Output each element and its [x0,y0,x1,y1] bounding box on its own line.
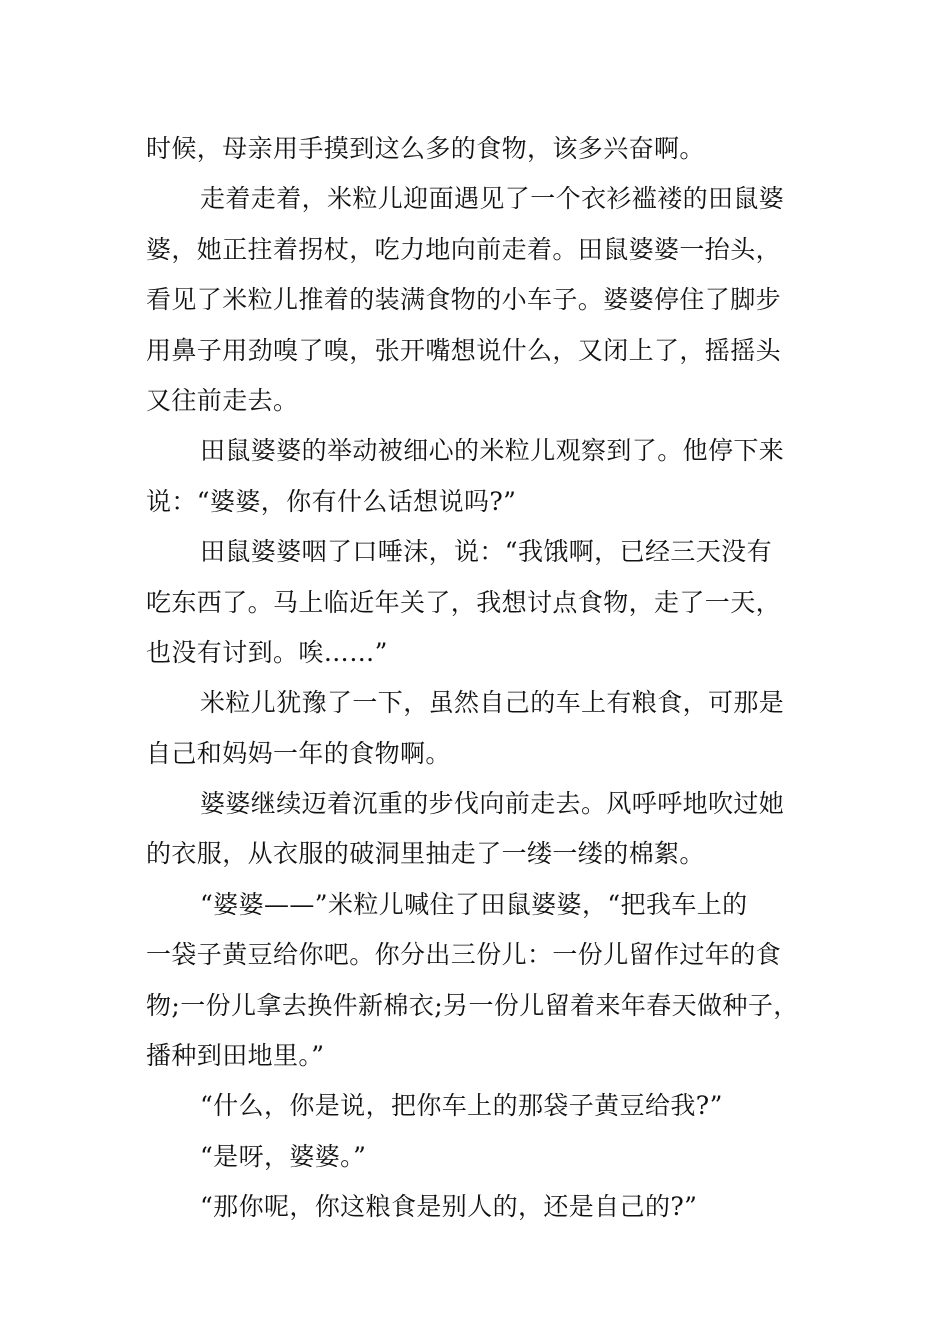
text-line: 的衣服，从衣服的破洞里抽走了一缕一缕的棉絮。 [146,839,705,869]
text-line: 走着走着，米粒儿迎面遇见了一个衣衫褴褛的田鼠婆 [200,184,785,214]
text-line: 一袋子黄豆给你吧。你分出三份儿：一份儿留作过年的食 [146,940,782,970]
text-line: 田鼠婆婆咽了口唾沫，说：“我饿啊，已经三天没有 [200,537,772,567]
text-line: 播种到田地里。” [146,1041,325,1071]
text-line: 婆，她正拄着拐杖，吃力地向前走着。田鼠婆婆一抬头， [146,234,782,264]
text-line: 时候，母亲用手摸到这么多的食物，该多兴奋啊。 [146,134,705,163]
text-line: “什么，你是说，把你车上的那袋子黄豆给我?” [200,1091,723,1121]
story-text [146,124,826,1233]
text-line: 米粒儿犹豫了一下，虽然自己的车上有粮食，可那是 [200,688,785,718]
text-line: 物;一份儿拿去换件新棉衣;另一份儿留着来年春天做种子， [146,990,799,1020]
text-line: 看见了米粒儿推着的装满食物的小车子。婆婆停住了脚步 [146,285,782,315]
text-line: 也没有讨到。唉……” [146,637,388,667]
text-line: 用鼻子用劲嗅了嗅，张开嘴想说什么，又闭上了，摇摇头 [146,335,782,365]
text-line: 又往前走去。 [146,385,299,415]
text-line: “婆婆——”米粒儿喊住了田鼠婆婆，“把我车上的 [200,889,748,919]
text-line: “那你呢，你这粮食是别人的，还是自己的?” [200,1192,698,1222]
text-line: 吃东西了。马上临近年关了，我想讨点食物，走了一天， [146,587,782,617]
text-line: “是呀，婆婆。” [200,1141,367,1171]
text-line: 田鼠婆婆的举动被细心的米粒儿观察到了。他停下来 [200,436,785,466]
text-line: 婆婆继续迈着沉重的步伐向前走去。风呼呼地吹过她 [200,789,785,819]
text-line: 说：“婆婆，你有什么话想说吗?” [146,486,517,516]
text-line: 自己和妈妈一年的食物啊。 [146,738,451,768]
